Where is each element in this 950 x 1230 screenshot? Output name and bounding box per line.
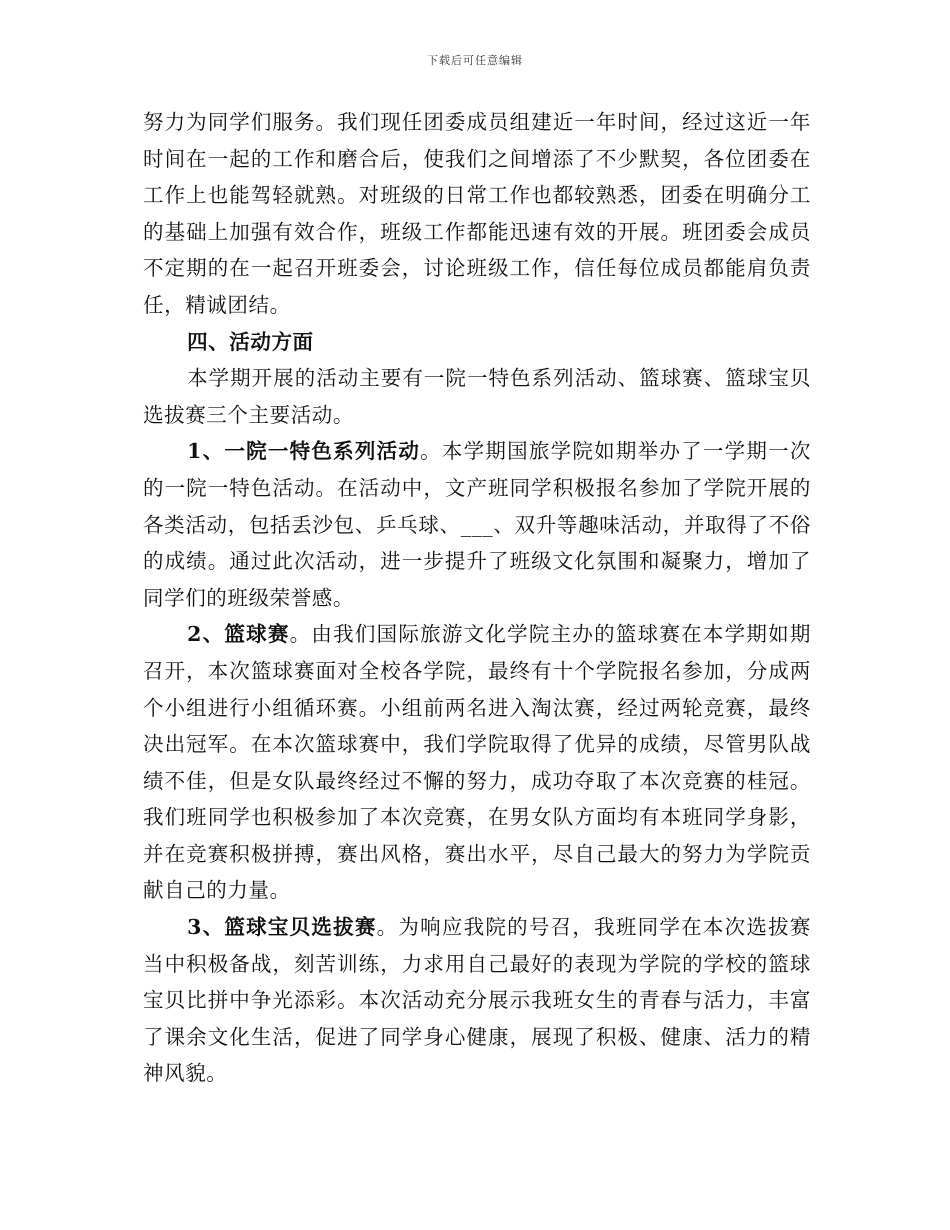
activity-paragraph-3 — [143, 909, 811, 1092]
activity-body-2: 。由我们国际旅游文化学院主办的篮球赛在本学期如期召开，本次篮球赛面对全校各学院，最终有十个学院报名参加，分成两个小组进行小组循环赛。小组前两名进入淘汰赛，经过两轮竞赛，最终决出冠军。在本次篮球赛中，我们学院取得了优异的成绩，尽管男队战绩不佳，但是女队最终经过不懈的努力，成功夺取了本次竞赛的桂冠。我们班同学也积极参加了本次竞赛，在男女队方面均有本班同学身影，并在竞赛积极拼搏，赛出风格，赛出水平，尽自己最大的努力为学院贡献自己的力量。 — [143, 622, 811, 903]
section-heading: 四、活动方面 — [187, 329, 314, 354]
document-body — [143, 104, 811, 1092]
page-header: 下载后可任意编辑 — [427, 54, 523, 67]
activity-body-3: 。为响应我院的号召，我班同学在本次选拔赛当中积极备战，刻苦训练，力求用自己最好的表现为学院的学校的篮球宝贝比拼中争光添彩。本次活动充分展示我班女生的青春与活力，丰富了课余文化生活，促进了同学身心健康，展现了积极、健康、活力的精神风貌。 — [143, 915, 812, 1086]
activity-title-3: 3、篮球宝贝选拔赛 — [187, 915, 377, 940]
activity-paragraph-1 — [143, 433, 811, 616]
activity-title-1: 1、一院一特色系列活动 — [187, 439, 421, 464]
intro-paragraph: 努力为同学们服务。我们现任团委成员组建近一年时间，经过这近一年时间在一起的工作和磨合后，使我们之间增添了不少默契，各位团委在工作上也能驾轻就熟。对班级的日常工作也都较熟悉，团委在明确分工的基础上加强有效合作，班级工作都能迅速有效的开展。班团委会成员不定期的在一起召开班委会，讨论班级工作，信任每位成员都能肩负责任，精诚团结。 — [143, 110, 811, 317]
section-summary-paragraph: 本学期开展的活动主要有一院一特色系列活动、篮球赛、篮球宝贝选拔赛三个主要活动。 — [143, 366, 811, 427]
activity-body-1: 。本学期国旅学院如期举办了一学期一次的一院一特色活动。在活动中，文产班同学积极报名参加了学院开展的各类活动，包括丢沙包、乒乓球、___、双升等趣味活动，并取得了不俗的成绩。通过此次活动，进一步提升了班级文化氛围和凝聚力，增加了同学们的班级荣誉感。 — [143, 439, 811, 610]
activity-paragraph-2 — [143, 616, 811, 909]
activity-title-2: 2、篮球赛 — [187, 622, 290, 647]
